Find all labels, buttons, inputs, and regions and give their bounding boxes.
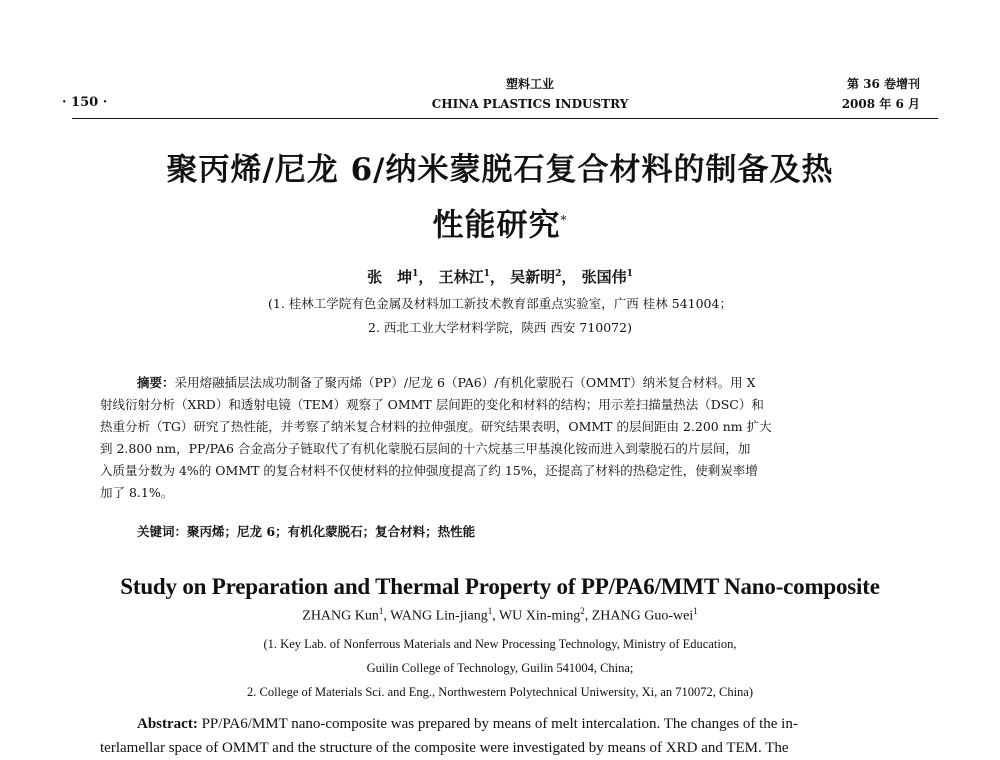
abstract-zh-line: 入质量分数为 4%的 OMMT 的复合材料不仅使材料的拉伸强度提高了约 15%，还提高了材料的热稳定性，使剩炭率增 [100, 463, 758, 478]
author-affiliation-mark: 1 [693, 606, 698, 616]
author-affiliation-mark: 1 [378, 606, 384, 616]
author-zh: 吴新明 [510, 268, 556, 286]
issue-info [842, 74, 920, 114]
abstract-zh-label: 摘要： [137, 375, 175, 390]
journal-name-en: CHINA PLASTICS INDUSTRY [431, 97, 629, 111]
author-affiliation-mark: 1 [412, 269, 419, 279]
author-zh: 王林江 [438, 268, 484, 286]
abstract-zh-first-line: 采用熔融插层法成功制备了聚丙烯（PP）/尼龙 6（PA6）/有机化蒙脱石（OMMT）纳米复合材料。用 X [174, 375, 756, 390]
author-zh: 张国伟 [581, 268, 627, 286]
author-en: ZHANG Kun [302, 608, 379, 624]
abstract-zh [100, 372, 900, 504]
title-zh-line2-text: 性能研究 [432, 207, 561, 244]
footnote-mark: * [560, 213, 568, 227]
abstract-zh-line: 到 2.800 nm，PP/PA6 合金高分子链取代了有机化蒙脱石层间的十六烷基三甲基溴化铵而进入到蒙脱石的片层间，加 [100, 441, 751, 456]
journal-name-zh: 塑料工业 [505, 77, 554, 91]
affiliation-en-line: Guilin College of Technology, Guilin 541004, China; [366, 661, 634, 675]
abstract-en-line [100, 712, 900, 736]
title-zh-line1: 聚丙烯/尼龙 6/纳米蒙脱石复合材料的制备及热 [166, 152, 834, 188]
author-affiliation-mark: 1 [487, 606, 493, 616]
abstract-zh-line [100, 372, 900, 394]
keywords-zh-label: 关键词： [137, 524, 188, 539]
author-affiliation-mark: 2 [555, 269, 562, 279]
header-rule [72, 118, 938, 119]
abstract-zh-line: 加了 8.1%。 [100, 485, 174, 500]
abstract-zh-line: 射线衍射分析（XRD）和透射电镜（TEM）观察了 OMMT 层间距的变化和材料的结构；用示差扫描量热法（DSC）和 [100, 397, 764, 412]
author-en: WANG Lin-jiang [390, 608, 488, 624]
authors-en: ZHANG Kun$^1$, WANG Lin-jiang$^1$, WU Xin-ming$^2$, ZHANG Guo-wei$^1$ [302, 606, 698, 624]
author-en: ZHANG Guo-wei [591, 608, 694, 624]
affiliations-en [60, 632, 940, 704]
abstract-en [100, 712, 900, 760]
author-affiliation-mark: 2 [580, 606, 585, 616]
title-zh-line2 [60, 195, 940, 250]
issue-date: 2008 年 6 月 [841, 97, 920, 111]
abstract-en-label: Abstract: [137, 716, 198, 732]
keywords-zh [137, 522, 900, 540]
author-zh: 张 坤 [367, 268, 413, 286]
abstract-zh-line: 热重分析（TG）研究了热性能，并考察了纳米复合材料的拉伸强度。研究结果表明，OMMT 的层间距由 2.200 nm 扩大 [100, 419, 772, 434]
title-en: Study on Preparation and Thermal Property of PP/PA6/MMT Nano-composite [120, 574, 880, 599]
affiliation-en-line: 2. College of Materials Sci. and Eng., Northwestern Polytechnical Uniwersity, Xi, an 710072, China) [246, 685, 754, 699]
author-affiliation-mark: 1 [483, 269, 490, 279]
journal-name [400, 74, 660, 114]
volume: 第 36 卷增刊 [846, 77, 920, 91]
abstract-en-line1: PP/PA6/MMT nano-composite was prepared by means of melt intercalation. The changes of the in- [201, 716, 798, 732]
affiliation-zh-line: 2. 西北工业大学材料学院，陕西 西安 710072) [368, 320, 632, 335]
affiliations-zh [60, 292, 940, 340]
keywords-zh-text: 聚丙烯；尼龙 6；有机化蒙脱石；复合材料；热性能 [187, 524, 476, 539]
affiliation-en-line: (1. Key Lab. of Nonferrous Materials and New Processing Technology, Ministry of Education, [263, 637, 737, 651]
author-affiliation-mark: 1 [626, 269, 633, 279]
title-zh [60, 145, 940, 250]
page-number: · 150 · [62, 95, 108, 110]
affiliation-zh-line: (1. 桂林工学院有色金属及材料加工新技术教育部重点实验室，广西 桂林 541004； [268, 296, 732, 311]
authors-zh: 张 坤$^1$， 王林江$^1$， 吴新明$^2$， 张国伟$^1$ [367, 268, 633, 286]
author-en: WU Xin-ming [498, 608, 581, 624]
abstract-en-line2: terlamellar space of OMMT and the structure of the composite were investigated by means of XRD and TEM. The [100, 740, 789, 756]
